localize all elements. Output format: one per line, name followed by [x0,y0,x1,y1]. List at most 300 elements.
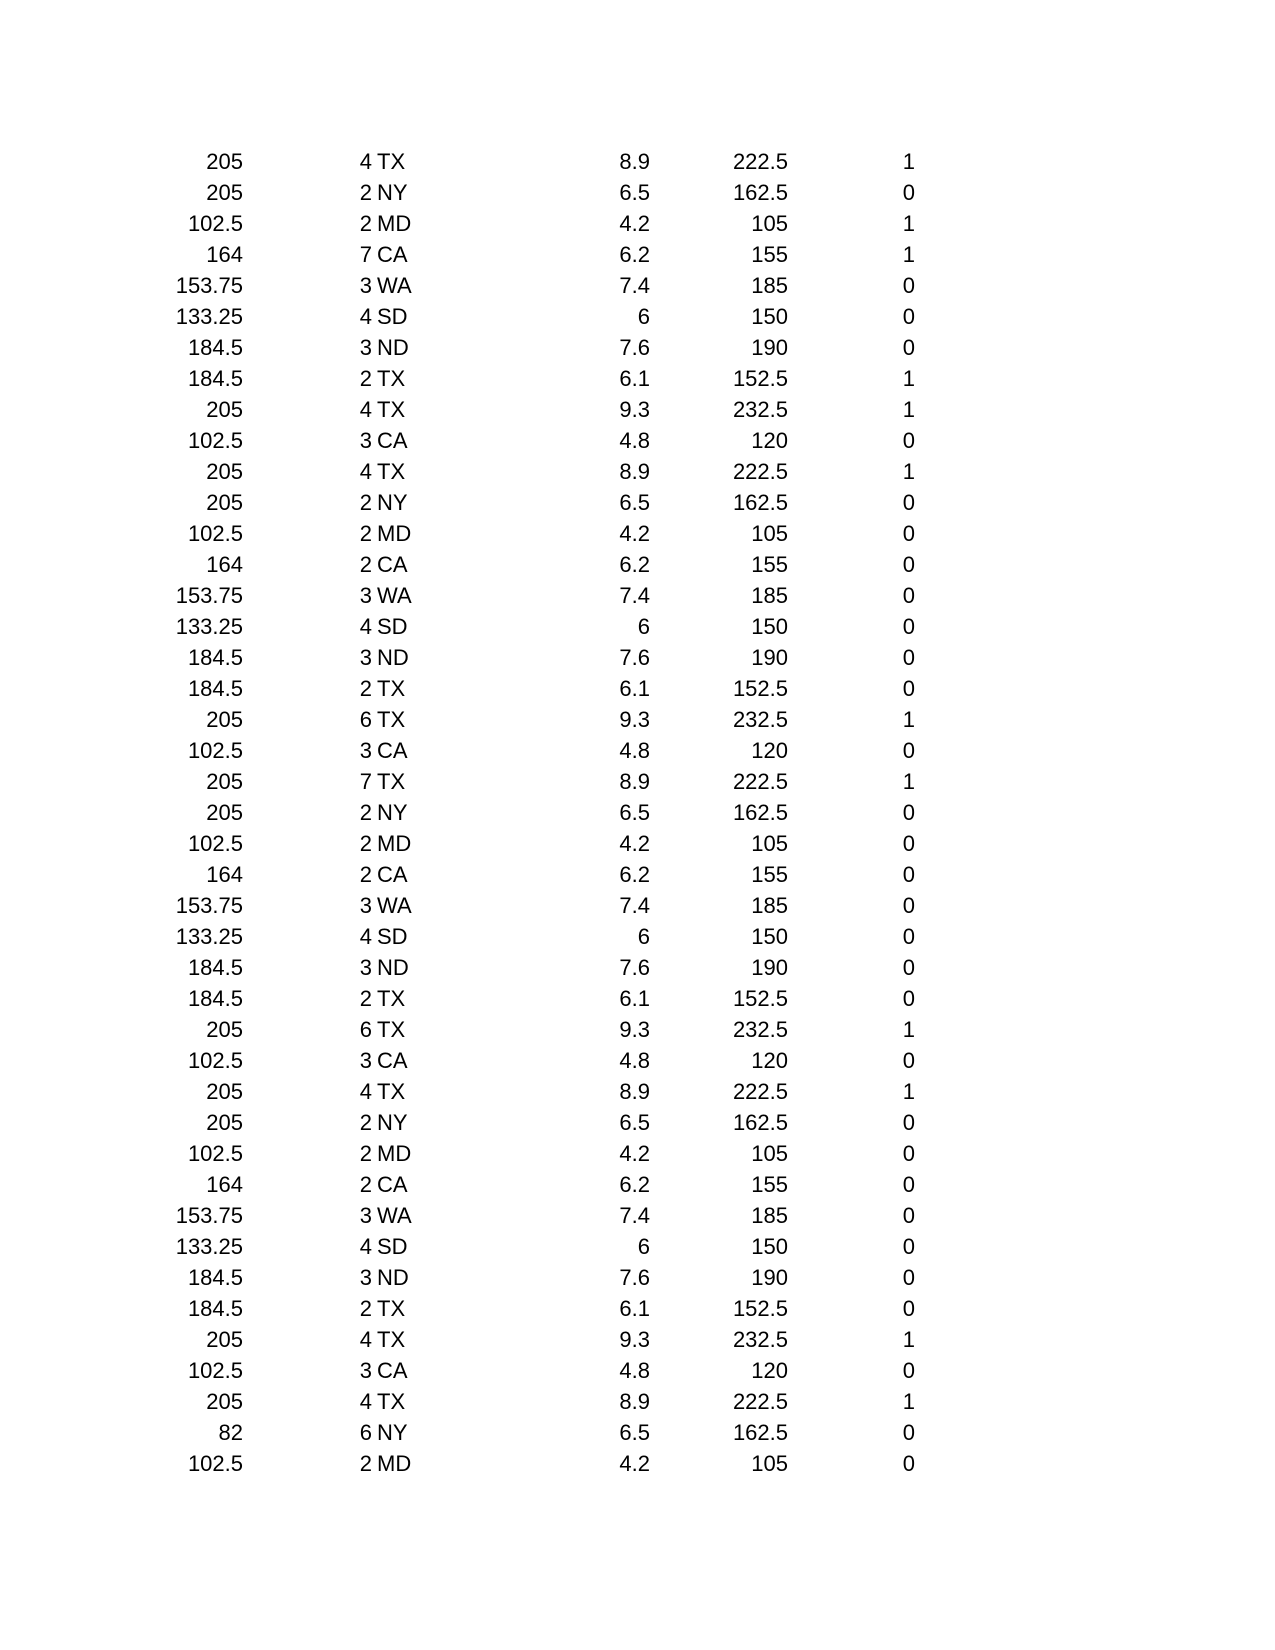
col-3-state: TX [377,459,406,484]
col-6-flag: 0 [902,1358,915,1383]
col-6-flag: 0 [902,800,915,825]
col-6-flag: 0 [902,676,915,701]
col-5-amount: 232.5 [732,1327,788,1352]
col-3-state: SD [377,1234,408,1259]
col-1-value: 133.25 [175,924,243,949]
col-3-state: TX [377,366,406,391]
col-1-value: 205 [206,1079,243,1104]
col-3-state: NY [377,1420,408,1445]
col-1-value: 82 [218,1420,243,1445]
col-5-amount: 222.5 [732,1079,788,1104]
col-2-count: 4 [359,304,372,329]
col-3-state: MD [377,1141,412,1166]
col-3-state: SD [377,924,408,949]
col-5-amount: 222.5 [732,1389,788,1414]
col-5-amount: 155 [751,552,788,577]
col-5-amount: 150 [751,924,788,949]
col-2-count: 4 [359,1327,372,1352]
col-5-amount: 105 [751,1451,788,1476]
col-5-amount: 152.5 [732,986,788,1011]
col-2-count: 2 [359,831,372,856]
col-6-flag: 0 [902,1203,915,1228]
data-table [0,146,1275,1479]
table-row [0,394,1275,425]
col-2-count: 3 [359,273,372,298]
col-4-rate: 9.3 [619,1017,650,1042]
col-1-value: 184.5 [187,676,243,701]
col-4-rate: 6 [637,304,650,329]
col-5-amount: 190 [751,335,788,360]
col-2-count: 2 [359,1172,372,1197]
col-4-rate: 7.4 [619,273,650,298]
col-4-rate: 6 [637,924,650,949]
col-1-value: 153.75 [175,1203,243,1228]
table-row [0,642,1275,673]
col-2-count: 2 [359,1141,372,1166]
col-5-amount: 105 [751,211,788,236]
col-2-count: 3 [359,1203,372,1228]
col-1-value: 184.5 [187,645,243,670]
col-1-value: 205 [206,180,243,205]
col-6-flag: 1 [902,459,915,484]
col-1-value: 164 [206,1172,243,1197]
col-6-flag: 0 [902,180,915,205]
col-2-count: 4 [359,1389,372,1414]
col-3-state: WA [377,893,412,918]
col-2-count: 2 [359,552,372,577]
col-3-state: SD [377,304,408,329]
col-4-rate: 6.5 [619,490,650,515]
table-row [0,1076,1275,1107]
col-6-flag: 0 [902,924,915,949]
col-3-state: ND [377,645,409,670]
col-5-amount: 155 [751,1172,788,1197]
col-4-rate: 4.2 [619,1141,650,1166]
col-6-flag: 0 [902,614,915,639]
col-2-count: 2 [359,490,372,515]
col-2-count: 4 [359,459,372,484]
col-4-rate: 9.3 [619,397,650,422]
col-6-flag: 0 [902,1234,915,1259]
col-3-state: MD [377,1451,412,1476]
col-6-flag: 0 [902,645,915,670]
col-4-rate: 7.4 [619,893,650,918]
table-row [0,952,1275,983]
col-5-amount: 185 [751,1203,788,1228]
col-5-amount: 120 [751,738,788,763]
col-4-rate: 9.3 [619,707,650,732]
col-2-count: 7 [359,769,372,794]
table-row [0,1448,1275,1479]
col-3-state: MD [377,521,412,546]
col-2-count: 2 [359,521,372,546]
col-6-flag: 1 [902,1079,915,1104]
col-2-count: 6 [359,1420,372,1445]
col-2-count: 3 [359,428,372,453]
col-3-state: TX [377,1017,406,1042]
col-1-value: 184.5 [187,1296,243,1321]
col-2-count: 3 [359,1048,372,1073]
table-row [0,456,1275,487]
col-3-state: WA [377,273,412,298]
col-3-state: CA [377,552,408,577]
col-1-value: 164 [206,862,243,887]
col-5-amount: 152.5 [732,366,788,391]
col-4-rate: 7.4 [619,583,650,608]
col-2-count: 3 [359,583,372,608]
col-5-amount: 232.5 [732,707,788,732]
col-4-rate: 6.2 [619,242,650,267]
table-row [0,1324,1275,1355]
col-5-amount: 190 [751,645,788,670]
table-row [0,766,1275,797]
table-row [0,1231,1275,1262]
table-row [0,1355,1275,1386]
col-2-count: 2 [359,180,372,205]
col-1-value: 102.5 [187,1048,243,1073]
col-1-value: 133.25 [175,304,243,329]
col-4-rate: 6.2 [619,1172,650,1197]
col-1-value: 133.25 [175,614,243,639]
col-2-count: 6 [359,1017,372,1042]
col-1-value: 184.5 [187,955,243,980]
col-5-amount: 185 [751,273,788,298]
table-row [0,797,1275,828]
col-2-count: 3 [359,335,372,360]
col-1-value: 102.5 [187,211,243,236]
col-4-rate: 4.8 [619,1048,650,1073]
table-row [0,1200,1275,1231]
col-6-flag: 0 [902,831,915,856]
col-4-rate: 4.2 [619,211,650,236]
table-row [0,921,1275,952]
table-row [0,1138,1275,1169]
col-2-count: 4 [359,1079,372,1104]
col-1-value: 205 [206,490,243,515]
col-3-state: TX [377,769,406,794]
table-row [0,208,1275,239]
col-2-count: 2 [359,366,372,391]
col-3-state: TX [377,149,406,174]
col-3-state: MD [377,831,412,856]
col-5-amount: 232.5 [732,397,788,422]
col-6-flag: 0 [902,955,915,980]
col-1-value: 184.5 [187,366,243,391]
col-4-rate: 7.6 [619,1265,650,1290]
col-5-amount: 120 [751,1358,788,1383]
col-3-state: NY [377,800,408,825]
col-6-flag: 0 [902,1048,915,1073]
col-1-value: 102.5 [187,1358,243,1383]
col-3-state: CA [377,1358,408,1383]
col-1-value: 184.5 [187,986,243,1011]
col-2-count: 4 [359,397,372,422]
col-6-flag: 0 [902,273,915,298]
table-row [0,487,1275,518]
col-1-value: 184.5 [187,335,243,360]
table-row [0,859,1275,890]
col-1-value: 205 [206,769,243,794]
col-3-state: TX [377,1079,406,1104]
table-row [0,580,1275,611]
col-3-state: ND [377,1265,409,1290]
col-1-value: 153.75 [175,583,243,608]
col-3-state: ND [377,335,409,360]
col-4-rate: 6.1 [619,1296,650,1321]
col-2-count: 3 [359,645,372,670]
table-row [0,301,1275,332]
col-2-count: 7 [359,242,372,267]
col-2-count: 4 [359,1234,372,1259]
col-6-flag: 1 [902,211,915,236]
col-4-rate: 9.3 [619,1327,650,1352]
col-1-value: 102.5 [187,831,243,856]
col-4-rate: 4.8 [619,1358,650,1383]
table-row [0,828,1275,859]
col-3-state: NY [377,180,408,205]
col-6-flag: 0 [902,552,915,577]
col-2-count: 6 [359,707,372,732]
col-4-rate: 6.2 [619,862,650,887]
col-2-count: 2 [359,862,372,887]
col-4-rate: 6 [637,614,650,639]
col-6-flag: 0 [902,1296,915,1321]
table-row [0,1045,1275,1076]
col-2-count: 3 [359,955,372,980]
col-4-rate: 4.2 [619,831,650,856]
col-6-flag: 0 [902,738,915,763]
col-2-count: 2 [359,1296,372,1321]
col-5-amount: 155 [751,242,788,267]
col-3-state: ND [377,955,409,980]
col-6-flag: 0 [902,986,915,1011]
col-4-rate: 6.5 [619,180,650,205]
col-5-amount: 152.5 [732,676,788,701]
col-2-count: 2 [359,211,372,236]
table-row [0,239,1275,270]
table-row [0,611,1275,642]
col-3-state: CA [377,242,408,267]
col-4-rate: 8.9 [619,1389,650,1414]
col-5-amount: 190 [751,955,788,980]
table-row [0,704,1275,735]
col-4-rate: 6.5 [619,1110,650,1135]
col-3-state: TX [377,676,406,701]
col-2-count: 4 [359,924,372,949]
col-5-amount: 162.5 [732,1420,788,1445]
col-5-amount: 190 [751,1265,788,1290]
col-5-amount: 105 [751,1141,788,1166]
col-4-rate: 6.1 [619,986,650,1011]
col-1-value: 205 [206,707,243,732]
col-1-value: 102.5 [187,428,243,453]
col-4-rate: 6 [637,1234,650,1259]
col-3-state: MD [377,211,412,236]
col-1-value: 164 [206,552,243,577]
col-2-count: 2 [359,1110,372,1135]
col-4-rate: 8.9 [619,769,650,794]
col-1-value: 205 [206,1327,243,1352]
col-5-amount: 105 [751,521,788,546]
col-2-count: 3 [359,1265,372,1290]
col-6-flag: 0 [902,862,915,887]
col-1-value: 133.25 [175,1234,243,1259]
col-3-state: CA [377,1172,408,1197]
col-4-rate: 7.6 [619,955,650,980]
col-4-rate: 7.6 [619,335,650,360]
col-3-state: TX [377,1327,406,1352]
col-6-flag: 0 [902,1110,915,1135]
col-5-amount: 222.5 [732,149,788,174]
col-1-value: 205 [206,1389,243,1414]
col-4-rate: 7.4 [619,1203,650,1228]
col-4-rate: 7.6 [619,645,650,670]
col-2-count: 3 [359,893,372,918]
col-3-state: CA [377,1048,408,1073]
table-row [0,332,1275,363]
table-row [0,363,1275,394]
col-6-flag: 0 [902,335,915,360]
col-5-amount: 120 [751,1048,788,1073]
col-6-flag: 0 [902,428,915,453]
col-3-state: WA [377,583,412,608]
col-5-amount: 150 [751,1234,788,1259]
col-6-flag: 1 [902,769,915,794]
col-6-flag: 1 [902,242,915,267]
table-row [0,549,1275,580]
col-4-rate: 6.2 [619,552,650,577]
col-3-state: CA [377,738,408,763]
col-1-value: 205 [206,459,243,484]
table-row [0,146,1275,177]
table-row [0,735,1275,766]
col-5-amount: 185 [751,893,788,918]
table-row [0,1014,1275,1045]
table-row [0,1293,1275,1324]
col-5-amount: 105 [751,831,788,856]
col-3-state: TX [377,1389,406,1414]
col-5-amount: 120 [751,428,788,453]
col-4-rate: 8.9 [619,459,650,484]
col-5-amount: 150 [751,614,788,639]
col-1-value: 102.5 [187,521,243,546]
col-1-value: 102.5 [187,1141,243,1166]
col-4-rate: 8.9 [619,149,650,174]
col-6-flag: 1 [902,149,915,174]
col-6-flag: 0 [902,1265,915,1290]
col-6-flag: 1 [902,397,915,422]
col-2-count: 2 [359,800,372,825]
col-1-value: 102.5 [187,1451,243,1476]
col-1-value: 205 [206,149,243,174]
col-6-flag: 1 [902,1017,915,1042]
col-2-count: 4 [359,614,372,639]
col-2-count: 4 [359,149,372,174]
col-5-amount: 155 [751,862,788,887]
col-5-amount: 222.5 [732,459,788,484]
col-6-flag: 0 [902,1141,915,1166]
col-6-flag: 0 [902,583,915,608]
col-5-amount: 222.5 [732,769,788,794]
table-row [0,518,1275,549]
table-row [0,673,1275,704]
col-6-flag: 0 [902,1172,915,1197]
col-6-flag: 0 [902,521,915,546]
col-3-state: TX [377,707,406,732]
col-4-rate: 8.9 [619,1079,650,1104]
col-3-state: TX [377,397,406,422]
col-1-value: 205 [206,1110,243,1135]
col-5-amount: 162.5 [732,490,788,515]
col-1-value: 153.75 [175,273,243,298]
col-3-state: TX [377,986,406,1011]
table-row [0,1386,1275,1417]
col-5-amount: 152.5 [732,1296,788,1321]
table-row [0,1262,1275,1293]
col-3-state: WA [377,1203,412,1228]
col-4-rate: 4.2 [619,521,650,546]
col-3-state: CA [377,862,408,887]
table-row [0,890,1275,921]
col-1-value: 153.75 [175,893,243,918]
col-6-flag: 1 [902,1327,915,1352]
col-3-state: TX [377,1296,406,1321]
col-6-flag: 0 [902,1420,915,1445]
col-3-state: SD [377,614,408,639]
col-6-flag: 0 [902,490,915,515]
table-row [0,270,1275,301]
table-row [0,983,1275,1014]
col-3-state: CA [377,428,408,453]
col-6-flag: 0 [902,1451,915,1476]
col-2-count: 2 [359,676,372,701]
table-row [0,1107,1275,1138]
table-row [0,425,1275,456]
table-row [0,1169,1275,1200]
col-1-value: 205 [206,800,243,825]
col-1-value: 205 [206,397,243,422]
col-4-rate: 6.5 [619,1420,650,1445]
col-2-count: 3 [359,1358,372,1383]
col-4-rate: 4.8 [619,738,650,763]
col-3-state: NY [377,1110,408,1135]
col-3-state: NY [377,490,408,515]
table-row [0,177,1275,208]
col-6-flag: 1 [902,366,915,391]
col-5-amount: 150 [751,304,788,329]
col-5-amount: 185 [751,583,788,608]
col-1-value: 205 [206,1017,243,1042]
col-2-count: 3 [359,738,372,763]
col-6-flag: 1 [902,1389,915,1414]
col-2-count: 2 [359,986,372,1011]
col-6-flag: 0 [902,893,915,918]
col-4-rate: 4.2 [619,1451,650,1476]
col-4-rate: 6.1 [619,676,650,701]
col-5-amount: 162.5 [732,1110,788,1135]
table-row [0,1417,1275,1448]
col-6-flag: 1 [902,707,915,732]
col-1-value: 184.5 [187,1265,243,1290]
col-5-amount: 162.5 [732,800,788,825]
col-6-flag: 0 [902,304,915,329]
col-1-value: 164 [206,242,243,267]
col-5-amount: 162.5 [732,180,788,205]
col-4-rate: 6.1 [619,366,650,391]
col-2-count: 2 [359,1451,372,1476]
col-1-value: 102.5 [187,738,243,763]
col-5-amount: 232.5 [732,1017,788,1042]
